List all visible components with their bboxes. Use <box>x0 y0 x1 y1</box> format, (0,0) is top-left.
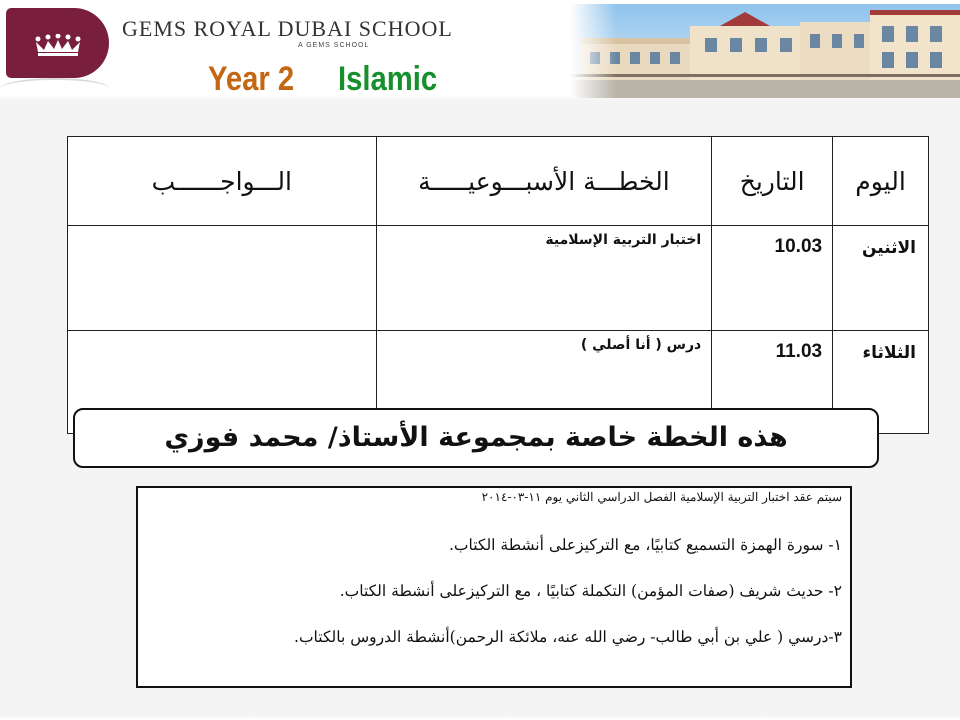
table-header-row <box>68 137 929 226</box>
school-subtitle: A GEMS SCHOOL <box>298 42 370 49</box>
row-date: 10.03 <box>712 226 833 331</box>
note-item: ٢- حديث شريف (صفات المؤمن) التكملة كتابيًا ، مع التركيزعلى أنشطة الكتاب. <box>339 582 842 600</box>
row-day: الثلاثاء <box>833 331 929 434</box>
row-day: الاثنين <box>833 226 929 331</box>
table-row <box>68 226 929 331</box>
logo-swoosh <box>0 78 110 100</box>
weekly-plan-table <box>67 136 929 434</box>
teacher-group-banner: هذه الخطة خاصة بمجموعة الأستاذ/ محمد فوزي <box>73 408 879 468</box>
subject-label: Islamic <box>338 60 438 98</box>
header-date: التاريخ <box>712 137 833 226</box>
row-homework <box>68 226 377 331</box>
school-name: GEMS ROYAL DUBAI SCHOOL <box>122 16 453 41</box>
school-logo <box>6 8 109 78</box>
header-weekly-plan: الخطـــة الأسبـــوعيـــــة <box>376 137 712 226</box>
exam-announcement: سيتم عقد اختبار التربية الإسلامية الفصل الدراسي الثاني يوم ١١-٠٣-٢٠١٤ <box>481 490 842 504</box>
header-homework: الـــواجــــــب <box>68 137 377 226</box>
row-plan: درس ( أنا أصلي ) <box>376 331 712 434</box>
note-item: ١- سورة الهمزة التسميع كتابيًا، مع التركيزعلى أنشطة الكتاب. <box>448 536 842 554</box>
row-date: 11.03 <box>712 331 833 434</box>
year-label: Year 2 <box>208 60 295 98</box>
note-item: ٣-درسي ( علي بن أبي طالب- رضي الله عنه، ملائكة الرحمن)أنشطة الدروس بالكتاب. <box>294 628 842 646</box>
row-plan: اختبار التربية الإسلامية <box>376 226 712 331</box>
exam-notes-box <box>136 486 852 688</box>
school-building-photo <box>570 4 960 98</box>
crown-icon <box>34 34 82 56</box>
header-day: اليوم <box>833 137 929 226</box>
